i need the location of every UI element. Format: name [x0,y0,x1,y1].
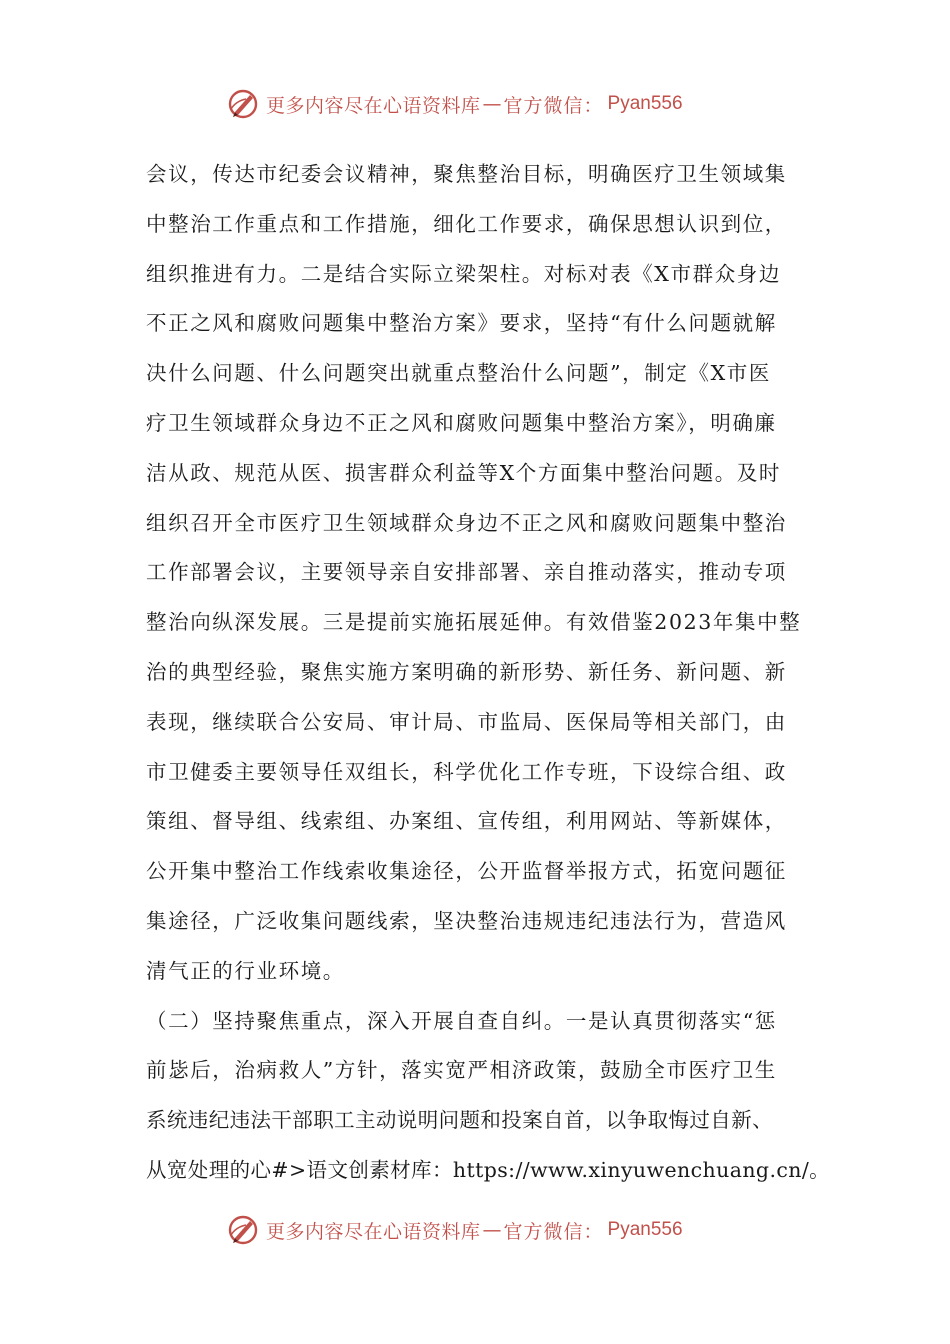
body-line: 不正之风和腐败问题集中整治方案》要求，坚持“有什么问题就解 [146,311,777,336]
body-line: 策组、督导组、线索组、办案组、宣传组，利用网站、等新媒体， [146,809,787,834]
body-line: 治的典型经验，聚焦实施方案明确的新形势、新任务、新问题、新 [146,659,787,684]
banner-wechat-id: Pyan556 [607,1219,683,1240]
body-line-with-link: 从宽处理的心#>语文创素材库：https://www.xinyuwenchuang.cn/。 [146,1157,831,1182]
header-banner [226,84,683,124]
body-line: 清气正的行业环境。 [146,958,345,983]
banner-dash: — [482,1219,502,1241]
body-line: 组织召开全市医疗卫生领域群众身边不正之风和腐败问题集中整治 [146,510,787,535]
pen-logo-icon [226,1213,260,1247]
banner-wechat-label: 官方微信： [503,1220,604,1243]
body-line: 系统违纪违法干部职工主动说明问题和投案自首，以争取悔过自新、 [146,1108,773,1133]
document-body [146,150,831,1196]
body-line: 洁从政、规范从医、损害群众利益等X个方面集中整治问题。及时 [146,460,781,485]
body-line: 会议，传达市纪委会议精神，聚焦整治目标，明确医疗卫生领域集 [146,162,787,186]
body-line: 组织推进有力。二是结合实际立梁架柱。对标对表《X市群众身边 [146,261,781,286]
banner-dash: — [482,93,502,115]
body-line: 表现，继续联合公安局、审计局、市监局、医保局等相关部门，由 [146,709,787,734]
body-line: 工作部署会议，主要领导亲自安排部署、亲自推动落实，推动专项 [146,560,787,585]
body-line: 前毖后，治病救人”方针，落实宽严相济政策，鼓励全市医疗卫生 [146,1058,777,1083]
banner-brand-text: 更多内容尽在心语资料库 [266,94,481,117]
body-line: 市卫健委主要领导任双组长，科学优化工作专班，下设综合组、政 [146,759,787,784]
banner-brand-text: 更多内容尽在心语资料库 [266,1220,481,1243]
body-line: 中整治工作重点和工作措施，细化工作要求，确保思想认识到位， [146,211,787,236]
banner-wechat-id: Pyan556 [607,93,683,114]
body-line: 决什么问题、什么问题突出就重点整治什么问题”，制定《X市医 [146,361,771,386]
footer-banner [226,1210,683,1250]
body-line: 公开集中整治工作线索收集途径，公开监督举报方式，拓宽问题征 [146,859,787,884]
body-line: 集途径，广泛收集问题线索，坚决整治违规违纪违法行为，营造风 [146,908,787,933]
pen-logo-icon [226,87,260,121]
section-heading-line: （二）坚持聚焦重点，深入开展自查自纠。一是认真贯彻落实“惩 [146,1008,777,1033]
body-line: 整治向纵深发展。三是提前实施拓展延伸。有效借鉴2023年集中整 [146,610,802,635]
banner-wechat-label: 官方微信： [503,94,604,117]
body-line: 疗卫生领域群众身边不正之风和腐败问题集中整治方案》，明确廉 [146,410,777,435]
